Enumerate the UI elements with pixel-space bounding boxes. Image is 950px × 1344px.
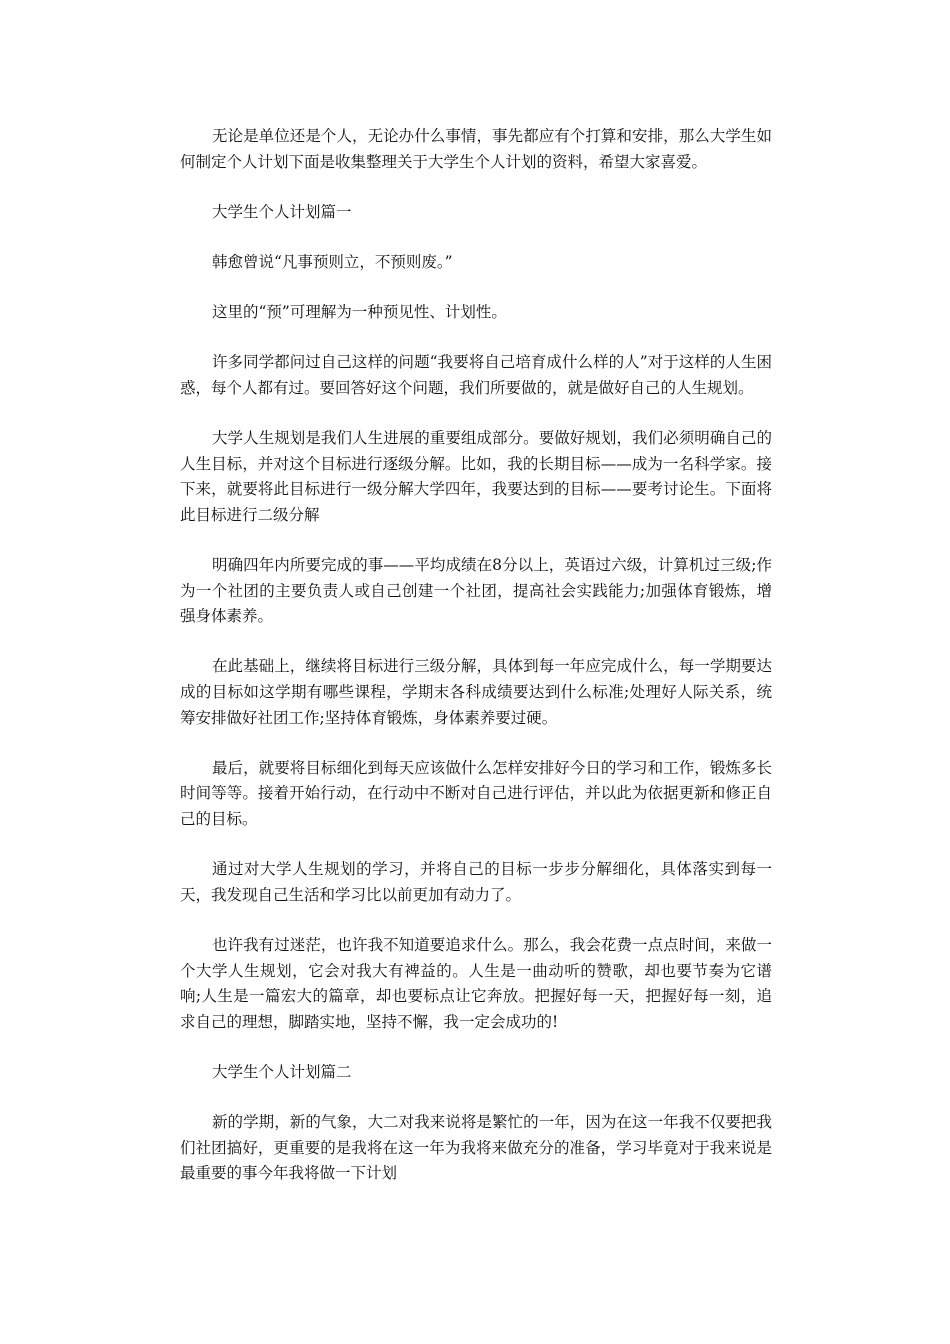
section-heading-2: 大学生个人计划篇二 <box>212 1062 352 1081</box>
document-body <box>180 124 772 1212</box>
body-paragraph: 最后，就要将目标细化到每天应该做什么怎样安排好今日的学习和工作，锻炼多长时间等等。接着开始行动，在行动中不断对自己进行评估，并以此为依据更新和修正自己的目标。 <box>180 758 772 829</box>
body-paragraph: 韩愈曾说“凡事预则立，不预则废。” <box>212 252 453 271</box>
body-paragraph: 大学人生规划是我们人生进展的重要组成部分。要做好规划，我们必须明确自己的人生目标，并对这个目标进行逐级分解。比如，我的长期目标——成为一名科学家。接下来，就要将此目标进行一级分解大学四年，我要达到的目标——要考讨论生。下面将此目标进行二级分解 <box>180 429 772 524</box>
body-paragraph: 这里的“预”可理解为一种预见性、计划性。 <box>212 303 507 322</box>
body-paragraph: 通过对大学人生规划的学习，并将自己的目标一步步分解细化，具体落实到每一天，我发现自己生活和学习比以前更加有动力了。 <box>180 860 772 904</box>
body-paragraph: 明确四年内所要完成的事——平均成绩在8分以上，英语过六级，计算机过三级;作为一个社团的主要负责人或自己创建一个社团，提高社会实践能力;加强体育锻炼，增强身体素养。 <box>180 556 772 626</box>
body-paragraph: 在此基础上，继续将目标进行三级分解，具体到每一年应完成什么，每一学期要达成的目标如这学期有哪些课程，学期末各科成绩要达到什么标准;处理好人际关系，统筹安排做好社团工作;坚持体育锻炼，身体素养要过硬。 <box>180 657 772 727</box>
body-paragraph: 许多同学都问过自己这样的问题“我要将自己培育成什么样的人”对于这样的人生困惑，每个人都有过。要回答好这个问题，我们所要做的，就是做好自己的人生规划。 <box>180 353 772 397</box>
section-heading-1: 大学生个人计划篇一 <box>212 202 352 221</box>
body-paragraph: 新的学期，新的气象，大二对我来说将是繁忙的一年，因为在这一年我不仅要把我们社团搞好，更重要的是我将在这一年为我将来做充分的准备，学习毕竟对于我来说是最重要的事今年我将做一下计划 <box>180 1113 772 1183</box>
intro-paragraph: 无论是单位还是个人，无论办什么事情，事先都应有个打算和安排，那么大学生如何制定个人计划下面是收集整理关于大学生个人计划的资料，希望大家喜爱。 <box>180 127 772 171</box>
body-paragraph: 也许我有过迷茫，也许我不知道要追求什么。那么，我会花费一点点时间，来做一个大学人生规划，它会对我大有裨益的。人生是一曲动听的赞歌，却也要节奏为它谱响;人生是一篇宏大的篇章，却也要标点让它奔放。把握好每一天，把握好每一刻，追求自己的理想，脚踏实地，坚持不懈，我一定会成功的! <box>180 936 772 1031</box>
